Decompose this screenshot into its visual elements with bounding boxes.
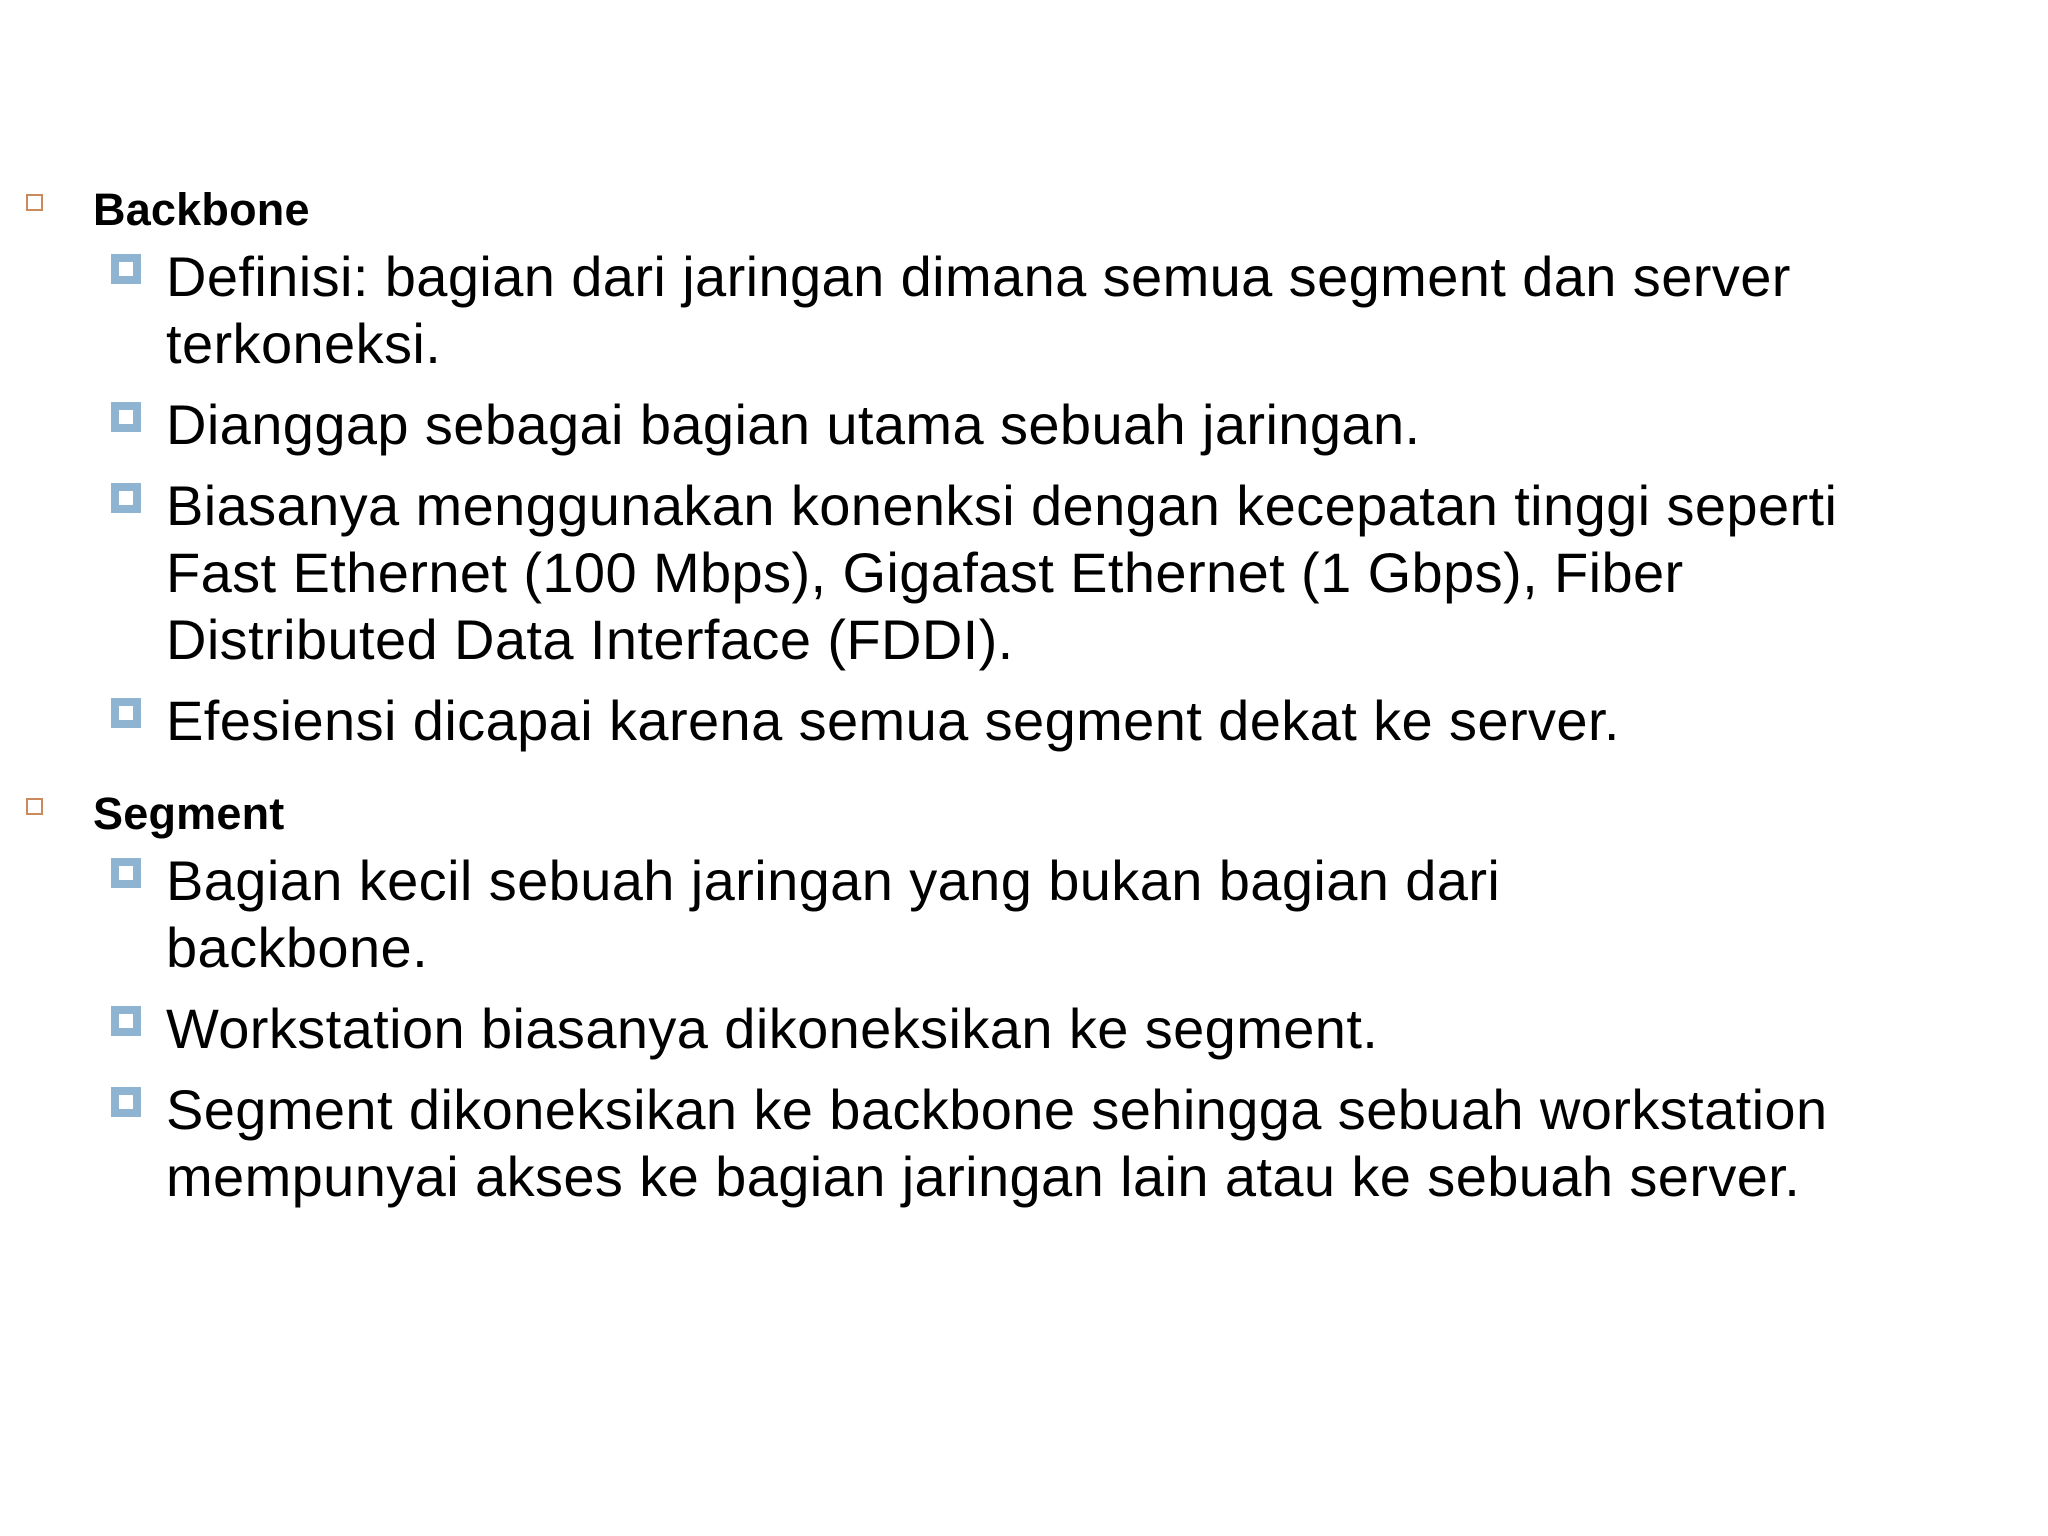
framed-square-bullet-icon [111,1006,141,1036]
list-item-text: Dianggap sebagai bagian utama sebuah jaringan. [166,393,1421,456]
hollow-square-bullet-icon [26,798,43,815]
framed-square-bullet-icon [111,402,141,432]
heading-backbone-row [0,180,2048,240]
framed-square-bullet-icon [111,1087,141,1117]
hollow-square-bullet-icon [26,194,43,211]
list-item [111,847,2048,981]
list-item [111,391,2048,458]
section-backbone [0,180,2048,754]
section-heading: Segment [93,788,285,839]
list-item [111,1076,2048,1210]
heading-segment-row [0,784,2048,844]
section-heading: Backbone [93,184,310,235]
section-segment [0,784,2048,1210]
framed-square-bullet-icon [111,483,141,513]
list-item-text: Workstation biasanya dikoneksikan ke segment. [166,997,1379,1060]
list-item-text: Efesiensi dicapai karena semua segment dekat ke server. [166,689,1620,752]
list-item [111,243,2048,377]
list-item-text: Biasanya menggunakan konenksi dengan kecepatan tinggi seperti Fast Ethernet (100 Mbps), Gigafast Ethernet (1 Gbps), Fiber Distributed Data Interface (FDDI). [166,474,1838,671]
list-item-text: Segment dikoneksikan ke backbone sehingga sebuah workstation mempunyai akses ke bagian jaringan lain atau ke sebuah server. [166,1078,1828,1208]
list-item-text: Bagian kecil sebuah jaringan yang bukan bagian dari backbone. [166,849,1501,979]
list-item [111,472,2048,673]
list-item [111,995,2048,1062]
framed-square-bullet-icon [111,698,141,728]
list-item [111,687,2048,754]
framed-square-bullet-icon [111,858,141,888]
framed-square-bullet-icon [111,254,141,284]
list-item-text: Definisi: bagian dari jaringan dimana semua segment dan server terkoneksi. [166,245,1791,375]
